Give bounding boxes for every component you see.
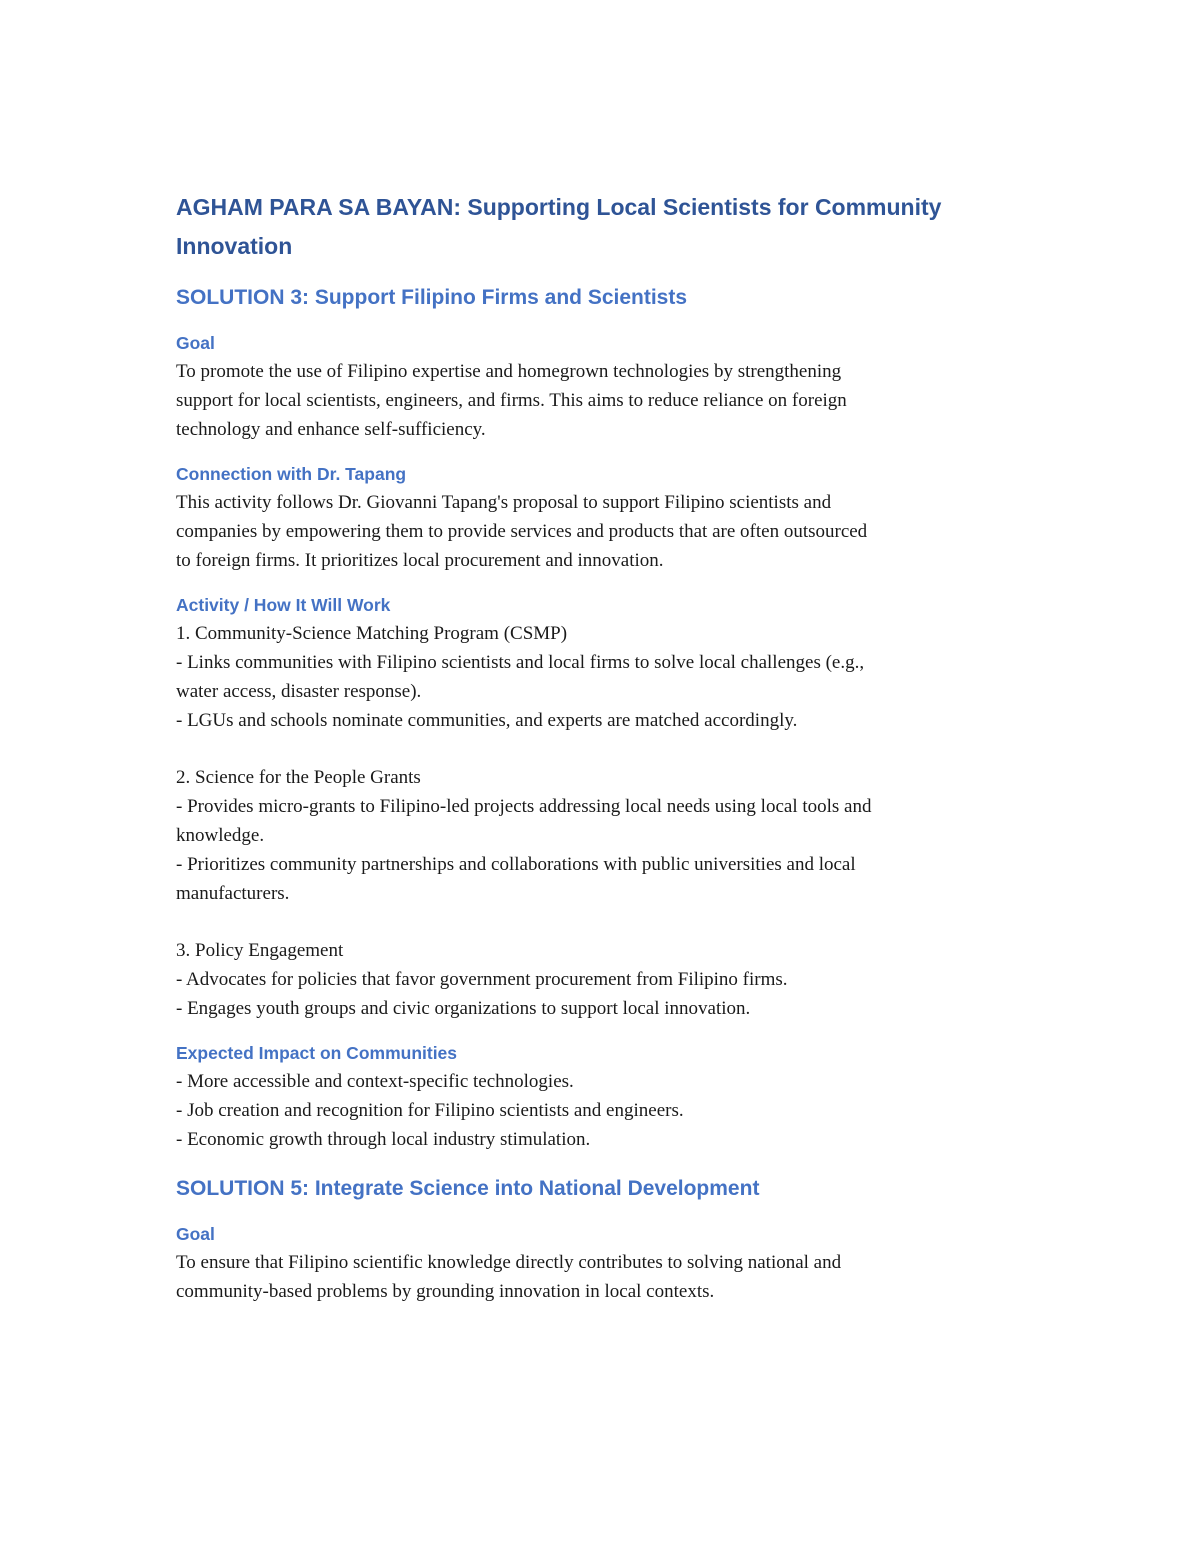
document-title-line-2: Innovation bbox=[176, 233, 293, 259]
activity-line: - Advocates for policies that favor government procurement from Filipino firms. bbox=[176, 969, 788, 990]
solution-3-goal-text bbox=[176, 357, 1036, 444]
goal-line: support for local scientists, engineers, and firms. This aims to reduce reliance on foreign bbox=[176, 390, 847, 411]
solution-5-goal-text bbox=[176, 1248, 1036, 1306]
connection-line: companies by empowering them to provide services and products that are often outsourced bbox=[176, 521, 868, 542]
activity-line: - Provides micro-grants to Filipino-led projects addressing local needs using local tools and bbox=[176, 796, 872, 817]
solution-3-goal-heading: Goal bbox=[176, 333, 215, 353]
activity-line: manufacturers. bbox=[176, 883, 290, 904]
solution-5-heading: SOLUTION 5: Integrate Science into National Development bbox=[176, 1177, 760, 1200]
activity-block-3 bbox=[176, 936, 1036, 1023]
activity-block-2 bbox=[176, 763, 1036, 908]
activity-line: knowledge. bbox=[176, 825, 265, 846]
activity-line: 2. Science for the People Grants bbox=[176, 767, 421, 788]
goal-line: community-based problems by grounding innovation in local contexts. bbox=[176, 1281, 715, 1302]
activity-line: 3. Policy Engagement bbox=[176, 940, 344, 961]
solution-3-heading: SOLUTION 3: Support Filipino Firms and Scientists bbox=[176, 286, 688, 309]
impact-line: - Job creation and recognition for Filipino scientists and engineers. bbox=[176, 1100, 684, 1121]
activity-line: - Prioritizes community partnerships and collaborations with public universities and local bbox=[176, 854, 856, 875]
document-title-line-1: AGHAM PARA SA BAYAN: Supporting Local Scientists for Community bbox=[176, 194, 942, 220]
activity-line: - LGUs and schools nominate communities, and experts are matched accordingly. bbox=[176, 710, 798, 731]
connection-heading: Connection with Dr. Tapang bbox=[176, 464, 407, 484]
connection-line: to foreign firms. It prioritizes local procurement and innovation. bbox=[176, 550, 664, 571]
impact-line: - Economic growth through local industry stimulation. bbox=[176, 1129, 591, 1150]
connection-text bbox=[176, 488, 1036, 575]
goal-line: To ensure that Filipino scientific knowledge directly contributes to solving national and bbox=[176, 1252, 842, 1273]
activity-block-1 bbox=[176, 619, 1036, 735]
activity-line: - Engages youth groups and civic organizations to support local innovation. bbox=[176, 998, 751, 1019]
impact-text bbox=[176, 1067, 1036, 1154]
document-body bbox=[176, 188, 1036, 1306]
activity-line: 1. Community-Science Matching Program (CSMP) bbox=[176, 623, 568, 644]
impact-line: - More accessible and context-specific technologies. bbox=[176, 1071, 574, 1092]
goal-line: To promote the use of Filipino expertise and homegrown technologies by strengthening bbox=[176, 361, 842, 382]
solution-5-goal-heading: Goal bbox=[176, 1224, 215, 1244]
activity-heading: Activity / How It Will Work bbox=[176, 595, 391, 615]
goal-line: technology and enhance self-sufficiency. bbox=[176, 419, 486, 440]
activity-line: water access, disaster response). bbox=[176, 681, 422, 702]
connection-line: This activity follows Dr. Giovanni Tapang's proposal to support Filipino scientists and bbox=[176, 492, 832, 513]
impact-heading: Expected Impact on Communities bbox=[176, 1043, 458, 1063]
activity-line: - Links communities with Filipino scientists and local firms to solve local challenges (e.g., bbox=[176, 652, 865, 673]
